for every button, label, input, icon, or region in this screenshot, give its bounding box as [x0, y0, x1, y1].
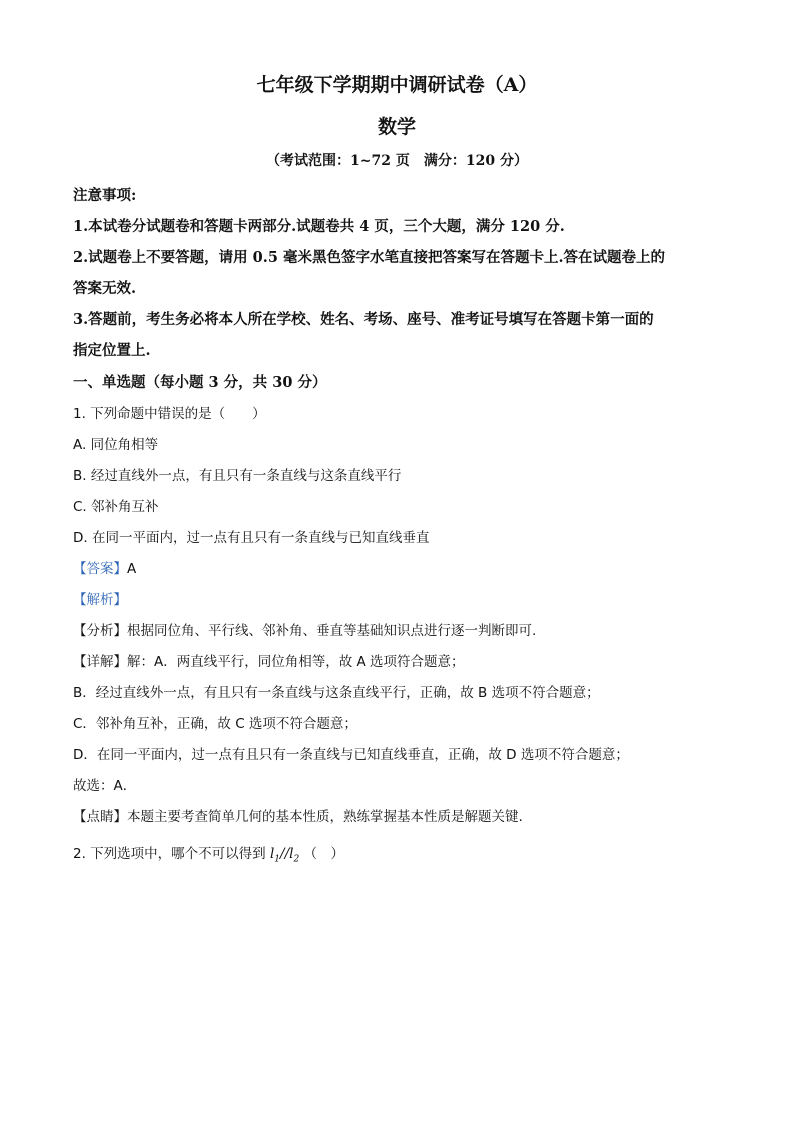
- note-2-line1: 2.试题卷上不要答题，请用 0.5 毫米黑色签字水笔直接把答案写在答题卡上.答在试题卷上的: [73, 249, 666, 266]
- section-heading: 一、单选题（每小题 3 分，共 30 分）: [73, 374, 327, 391]
- answer-line: [73, 557, 136, 577]
- xiangjie-text: 解：A．两直线平行，同位角相等，故 A 选项符合题意；: [127, 654, 465, 670]
- analysis-line: [73, 588, 127, 608]
- dianjing-text: 本题主要考查简单几何的基本性质，熟练掌握基本性质是解题关键.: [127, 809, 523, 825]
- note-3-line2: 指定位置上.: [73, 342, 151, 359]
- notes-heading: 注意事项:: [73, 187, 137, 204]
- note-3-line1: 3.答题前，考生务必将本人所在学校、姓名、考场、座号、准考证号填写在答题卡第一面的: [73, 311, 654, 328]
- question-1-option-b: B. 经过直线外一点，有且只有一条直线与这条直线平行: [73, 468, 402, 484]
- fenxi-line: [73, 619, 536, 639]
- solution-line-c: C．邻补角互补，正确，故 C 选项不符合题意；: [73, 716, 357, 732]
- note-2-line2: 答案无效.: [73, 280, 137, 297]
- note-1: 1.本试卷分试题卷和答题卡两部分.试题卷共 4 页，三个大题，满分 120 分.: [73, 218, 565, 235]
- conclusion-line: 故选：A．: [73, 778, 137, 794]
- question-2-stem: [73, 842, 344, 865]
- exam-scope: （考试范围：1~72 页 满分：120 分）: [266, 153, 528, 169]
- fenxi-text: 根据同位角、平行线、邻补角、垂直等基础知识点进行逐一判断即可.: [127, 623, 537, 639]
- question-1-stem: 1. 下列命题中错误的是（ ）: [73, 406, 266, 422]
- dianjing-line: [73, 805, 523, 825]
- xiangjie-tag: 【详解】: [73, 654, 127, 670]
- question-2-suffix: （ ）: [303, 846, 344, 862]
- subject-title: 数学: [377, 116, 416, 138]
- page-title: 七年级下学期期中调研试卷（A）: [256, 74, 538, 96]
- question-1-option-d: D. 在同一平面内，过一点有且只有一条直线与已知直线垂直: [73, 530, 430, 546]
- fenxi-tag: 【分析】: [73, 623, 127, 639]
- solution-line-d: D．在同一平面内，过一点有且只有一条直线与已知直线垂直，正确，故 D 选项不符合题意；: [73, 747, 629, 763]
- question-1-option-c: C. 邻补角互补: [73, 499, 159, 515]
- question-1-option-a: A. 同位角相等: [73, 437, 159, 453]
- answer-tag: 【答案】: [73, 561, 127, 577]
- dianjing-tag: 【点睛】: [73, 809, 127, 825]
- parallel-expression: $l_1//l_2$: [269, 846, 300, 865]
- xiangjie-line: [73, 650, 465, 670]
- solution-line-b: B．经过直线外一点，有且只有一条直线与这条直线平行，正确，故 B 选项不符合题意；: [73, 685, 600, 701]
- question-2-prefix: 2. 下列选项中，哪个不可以得到: [73, 846, 266, 862]
- analysis-tag: 【解析】: [73, 592, 127, 608]
- answer-value: A: [127, 561, 137, 577]
